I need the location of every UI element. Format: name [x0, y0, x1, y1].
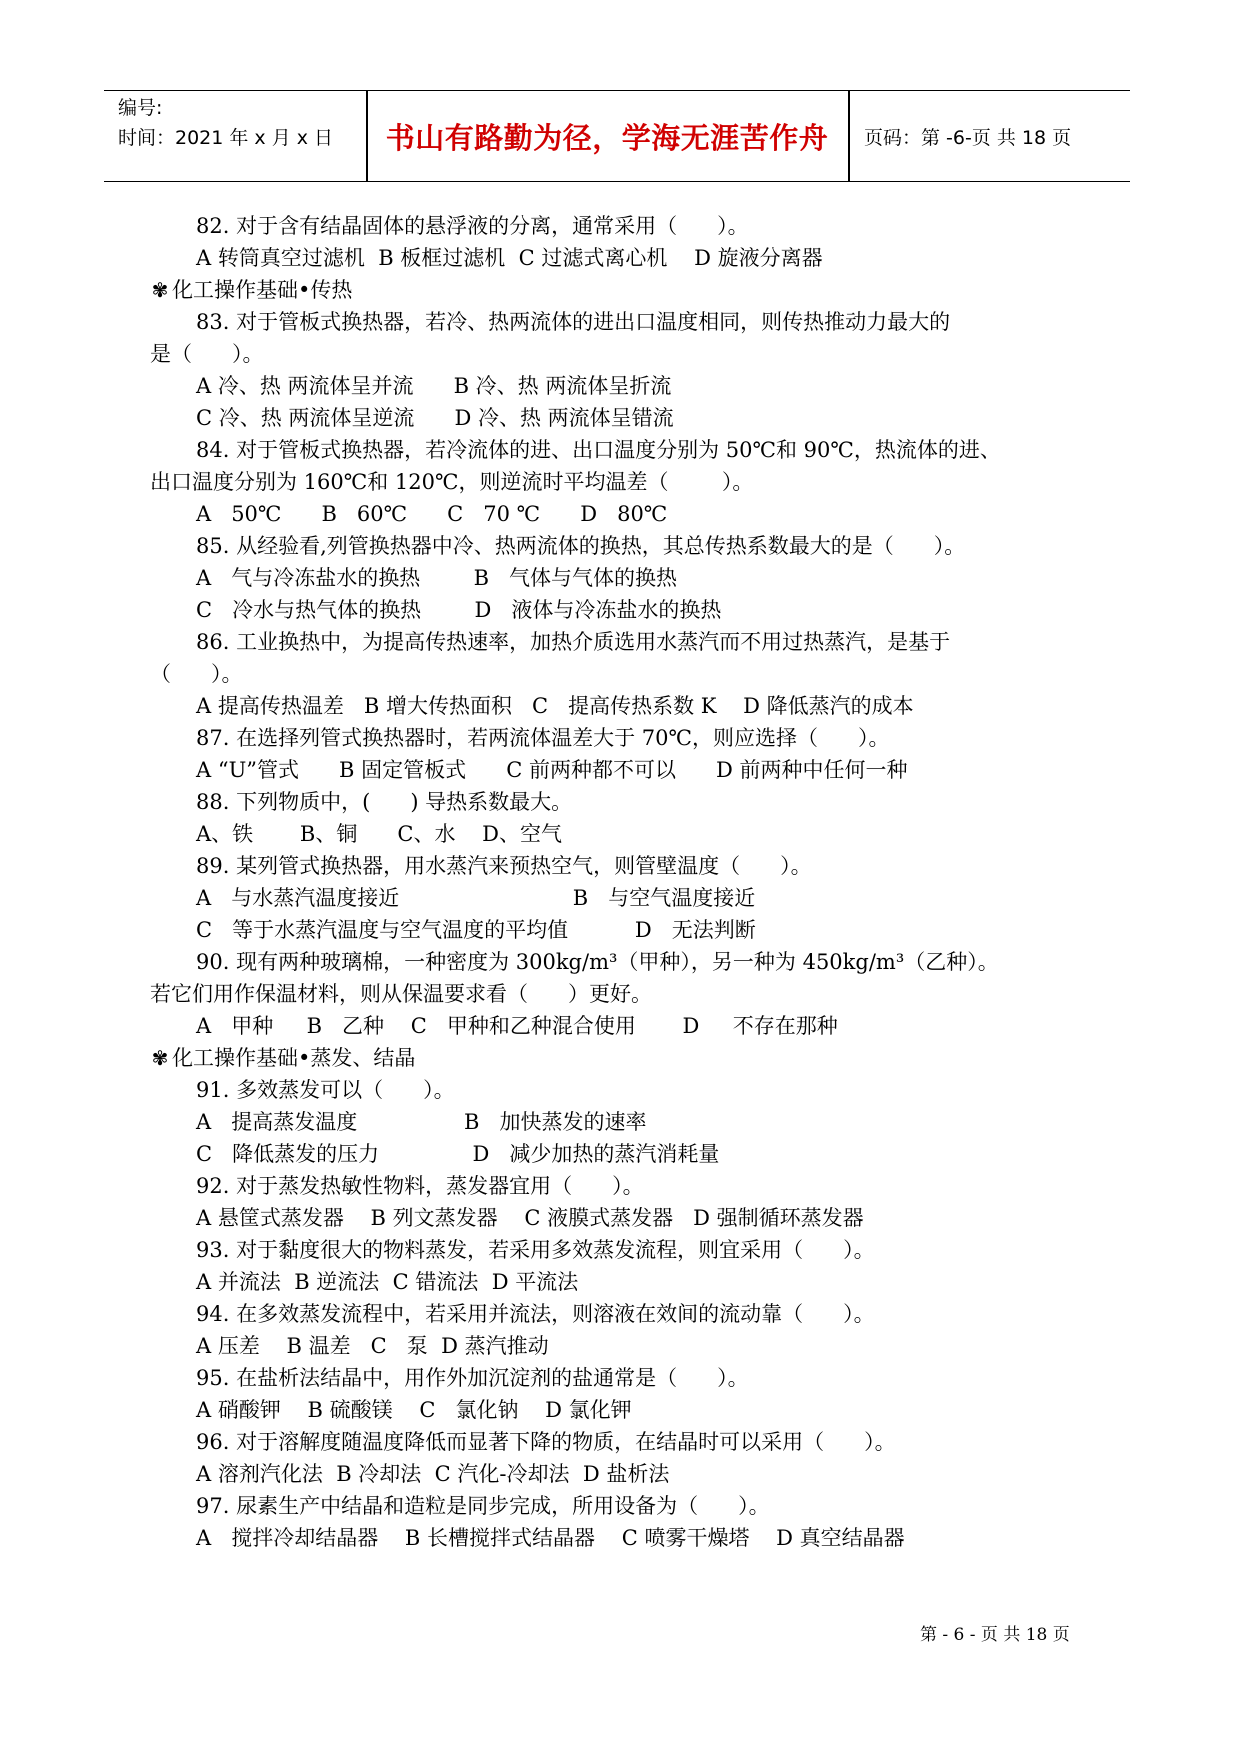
- option-line: A 溶剂汽化法 B 冷却法 C 汽化-冷却法 D 盐析法: [196, 1462, 670, 1486]
- option-line: A 并流法 B 逆流法 C 错流法 D 平流法: [196, 1270, 579, 1294]
- question-line: 93. 对于黏度很大的物料蒸发，若采用多效蒸发流程，则宜采用（ ）。: [196, 1238, 875, 1262]
- question-line: （ ）。: [150, 662, 243, 686]
- question-line: 是（ ）。: [150, 342, 264, 366]
- question-line: 90. 现有两种玻璃棉，一种密度为 300kg/m³（甲种），另一种为 450kg/m³（乙种）。: [196, 950, 999, 974]
- option-line: A 转筒真空过滤机 B 板框过滤机 C 过滤式离心机 D 旋液分离器: [196, 246, 823, 270]
- option-line: C 冷、热 两流体呈逆流 D 冷、热 两流体呈错流: [196, 406, 674, 430]
- option-line: A 悬筐式蒸发器 B 列文蒸发器 C 液膜式蒸发器 D 强制循环蒸发器: [196, 1206, 864, 1230]
- section-heading: ✾ 化工操作基础•传热: [150, 274, 352, 306]
- question-line: 出口温度分别为 160℃和 120℃，则逆流时平均温差（ ）。: [150, 470, 754, 494]
- flower-icon: ✾: [151, 278, 169, 302]
- option-line: C 降低蒸发的压力 D 减少加热的蒸汽消耗量: [196, 1142, 720, 1166]
- number-label: 编号:: [118, 97, 163, 119]
- header-divider: [848, 91, 850, 181]
- question-line: 84. 对于管板式换热器，若冷流体的进、出口温度分别为 50℃和 90℃，热流体的进、: [196, 438, 1001, 462]
- question-line: 92. 对于蒸发热敏性物料，蒸发器宜用（ ）。: [196, 1174, 644, 1198]
- question-line: 95. 在盐析法结晶中，用作外加沉淀剂的盐通常是（ ）。: [196, 1366, 749, 1390]
- header-meta: [118, 93, 333, 153]
- flower-icon: ✾: [151, 1046, 169, 1070]
- option-line: A 压差 B 温差 C 泵 D 蒸汽推动: [196, 1334, 549, 1358]
- question-line: 若它们用作保温材料，则从保温要求看（ ）更好。: [150, 982, 653, 1006]
- question-line: 97. 尿素生产中结晶和造粒是同步完成，所用设备为（ ）。: [196, 1494, 770, 1518]
- question-line: 96. 对于溶解度随温度降低而显著下降的物质，在结晶时可以采用（ ）。: [196, 1430, 896, 1454]
- header-motto: 书山有路勤为径，学海无涯苦作舟: [385, 120, 829, 155]
- question-line: 82. 对于含有结晶固体的悬浮液的分离，通常采用（ ）。: [196, 214, 749, 238]
- option-line: A 提高传热温差 B 增大传热面积 C 提高传热系数 K D 降低蒸汽的成本: [196, 694, 914, 718]
- option-line: A 冷、热 两流体呈并流 B 冷、热 两流体呈折流: [196, 374, 672, 398]
- option-line: A、铁 B、铜 C、水 D、空气: [196, 822, 562, 846]
- question-line: 87. 在选择列管式换热器时，若两流体温差大于 70℃，则应选择（ ）。: [196, 726, 890, 750]
- question-line: 86. 工业换热中，为提高传热速率，加热介质选用水蒸汽而不用过热蒸汽，是基于: [196, 630, 951, 654]
- option-line: A “U”管式 B 固定管板式 C 前两种都不可以 D 前两种中任何一种: [196, 758, 908, 782]
- question-line: 83. 对于管板式换热器，若冷、热两流体的进出口温度相同，则传热推动力最大的: [196, 310, 951, 334]
- option-line: C 等于水蒸汽温度与空气温度的平均值 D 无法判断: [196, 918, 756, 942]
- time-label: 时间：2021 年 x 月 x 日: [118, 127, 334, 149]
- question-line: 89. 某列管式换热器，用水蒸汽来预热空气，则管壁温度（ ）。: [196, 854, 812, 878]
- option-line: A 甲种 B 乙种 C 甲种和乙种混合使用 D 不存在那种: [196, 1014, 838, 1038]
- question-line: 94. 在多效蒸发流程中，若采用并流法，则溶液在效间的流动靠（ ）。: [196, 1302, 875, 1326]
- option-line: A 气与冷冻盐水的换热 B 气体与气体的换热: [196, 566, 678, 590]
- option-line: A 硝酸钾 B 硫酸镁 C 氯化钠 D 氯化钾: [196, 1398, 632, 1422]
- option-line: A 50℃ B 60℃ C 70 ℃ D 80℃: [196, 502, 668, 526]
- option-line: C 冷水与热气体的换热 D 液体与冷冻盐水的换热: [196, 598, 722, 622]
- question-line: 88. 下列物质中，( ) 导热系数最大。: [196, 790, 573, 814]
- page-header: [104, 90, 1130, 182]
- option-line: A 提高蒸发温度 B 加快蒸发的速率: [196, 1110, 647, 1134]
- question-line: 91. 多效蒸发可以（ ）。: [196, 1078, 455, 1102]
- page-footer: 第 - 6 - 页 共 18 页: [920, 1625, 1070, 1645]
- question-line: 85. 从经验看,列管换热器中冷、热两流体的换热，其总传热系数最大的是（ ）。: [196, 534, 966, 558]
- option-line: A 与水蒸汽温度接近 B 与空气温度接近: [196, 886, 756, 910]
- header-page-info: 页码：第 -6-页 共 18 页: [864, 126, 1072, 149]
- option-line: A 搅拌冷却结晶器 B 长槽搅拌式结晶器 C 喷雾干燥塔 D 真空结晶器: [196, 1526, 905, 1550]
- section-heading: ✾ 化工操作基础•蒸发、结晶: [150, 1042, 415, 1074]
